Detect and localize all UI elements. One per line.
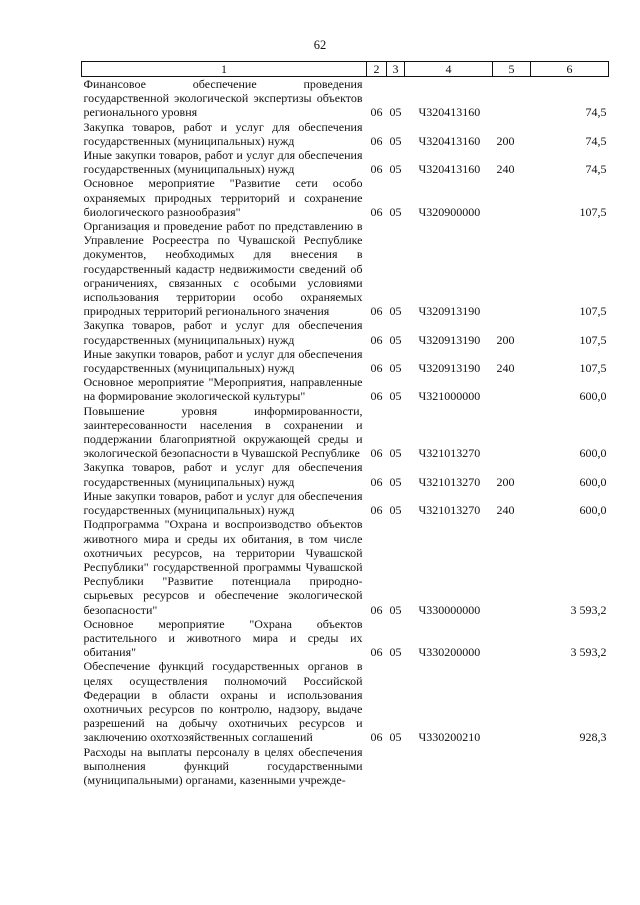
row-name: Основное мероприятие "Развитие сети особо охраняемых природных территорий и сохранение биологического разнообразия": [83, 176, 363, 219]
row-subsection: 05: [389, 474, 402, 489]
row-subsection: 05: [389, 105, 402, 120]
row-name: Основное мероприятие "Охрана объектов растительного и животного мира и среды их обитания": [83, 616, 363, 660]
row-expense-type: [493, 617, 531, 660]
header-col-section: 2: [367, 62, 387, 77]
row-amount: 600,0: [579, 389, 607, 404]
table-row: [82, 659, 609, 744]
row-expense-type: [493, 404, 531, 461]
row-name: Закупка товаров, работ и услуг для обеспечения государственных (муниципальных) нужд: [83, 460, 363, 489]
row-target-code: [405, 745, 493, 788]
row-target-code: Ч320900000: [418, 204, 481, 219]
row-target-code: Ч320913190: [418, 361, 481, 376]
row-name: Обеспечение функций государственных органов в целях осуществления полномочий Российской Федерации в области охраны и использования охотничьих ресурсов по контролю, надзору, выдаче разрешений на добычу охотничьих ресурсов и заключению охотхозяйственных соглашений: [83, 659, 363, 745]
row-section: 06: [370, 361, 383, 376]
header-col-expense-type: 5: [493, 62, 531, 77]
row-target-code: Ч321013270: [418, 446, 481, 461]
row-target-code: Ч321000000: [418, 389, 481, 404]
row-section: 06: [370, 730, 383, 745]
row-expense-type: [493, 77, 531, 120]
table-row: [82, 404, 609, 461]
row-subsection: 05: [389, 204, 402, 219]
row-name: Повышение уровня информированности, заинтересованности населения в сохранении и поддержании благоприятной окружающей среды и экологической безопасности в Чувашской Республике: [83, 403, 363, 461]
row-subsection: 05: [389, 304, 402, 319]
row-name: Финансовое обеспечение проведения государственной экологической экспертизы объектов регионального уровня: [83, 77, 363, 120]
row-target-code: Ч320913190: [418, 332, 481, 347]
row-section: 06: [370, 304, 383, 319]
row-section: 06: [370, 162, 383, 177]
row-expense-type: 200: [496, 332, 515, 347]
row-section: 06: [370, 602, 383, 617]
row-section: 06: [370, 389, 383, 404]
row-expense-type: [493, 219, 531, 318]
row-subsection: 05: [389, 446, 402, 461]
row-expense-type: [493, 745, 531, 788]
row-expense-type: [493, 517, 531, 616]
table-row: [82, 745, 609, 788]
row-amount: 107,5: [579, 304, 607, 319]
row-target-code: Ч321013270: [418, 503, 481, 518]
row-name: Закупка товаров, работ и услуг для обеспечения государственных (муниципальных) нужд: [83, 318, 363, 347]
row-subsection: [387, 745, 405, 788]
row-expense-type: 240: [496, 162, 515, 177]
row-amount: 74,5: [585, 105, 607, 120]
table-row: [82, 489, 609, 517]
row-subsection: 05: [389, 645, 402, 660]
row-amount: 600,0: [579, 446, 607, 461]
table-row: [82, 219, 609, 318]
table-row: [82, 517, 609, 616]
row-amount: [531, 745, 609, 788]
header-col-name: 1: [82, 62, 367, 77]
row-target-code: Ч321013270: [418, 474, 481, 489]
row-target-code: Ч330200210: [418, 730, 481, 745]
header-row: [82, 62, 609, 77]
budget-table: [81, 61, 609, 787]
row-subsection: 05: [389, 602, 402, 617]
table-row: [82, 347, 609, 375]
header-col-amount: 6: [531, 62, 609, 77]
header-col-subsection: 3: [387, 62, 405, 77]
row-expense-type: 200: [496, 474, 515, 489]
row-amount: 107,5: [579, 204, 607, 219]
row-name: Иные закупки товаров, работ и услуг для обеспечения государственных (муниципальных) нужд: [83, 148, 363, 177]
row-target-code: Ч320413160: [418, 105, 481, 120]
row-section: 06: [370, 645, 383, 660]
row-subsection: 05: [389, 730, 402, 745]
table-row: [82, 148, 609, 176]
table-row: [82, 318, 609, 346]
row-name: Иные закупки товаров, работ и услуг для обеспечения государственных (муниципальных) нужд: [83, 346, 363, 376]
row-subsection: 05: [389, 503, 402, 518]
row-name: Иные закупки товаров, работ и услуг для обеспечения государственных (муниципальных) нужд: [83, 488, 363, 518]
row-amount: 107,5: [579, 332, 607, 347]
row-section: 06: [370, 204, 383, 219]
row-name: Закупка товаров, работ и услуг для обеспечения государственных (муниципальных) нужд: [83, 119, 363, 148]
row-name: Основное мероприятие "Мероприятия, направленные на формирование экологической культуры": [83, 375, 363, 404]
row-section: 06: [370, 446, 383, 461]
row-expense-type: [493, 176, 531, 219]
row-amount: 74,5: [585, 133, 607, 148]
row-subsection: 05: [389, 389, 402, 404]
row-target-code: Ч320413160: [418, 133, 481, 148]
row-subsection: 05: [389, 162, 402, 177]
row-expense-type: 240: [496, 503, 515, 518]
row-amount: 600,0: [579, 474, 607, 489]
row-name: Расходы на выплаты персоналу в целях обеспечения выполнения функций государственными (муниципальными) органами, казенными учрежде-: [83, 744, 363, 787]
page-number: 62: [313, 38, 327, 52]
row-amount: 74,5: [585, 162, 607, 177]
row-amount: 107,5: [579, 361, 607, 376]
row-subsection: 05: [389, 332, 402, 347]
row-expense-type: [493, 375, 531, 403]
row-amount: 3 593,2: [570, 645, 607, 660]
row-name: Организация и проведение работ по представлению в Управление Росреестра по Чувашской Республике документов, необходимых для внесения в государственный кадастр недвижимости сведений об ограничениях, связанных с особыми условиями использования территории особо охраняемых природных территорий регионального значения: [83, 219, 363, 319]
row-amount: 600,0: [579, 503, 607, 518]
table-row: [82, 77, 609, 120]
row-amount: 928,3: [579, 730, 607, 745]
row-name: Подпрограмма "Охрана и воспроизводство объектов животного мира и среды их обитания, в том числе охотничьих ресурсов, на территории Чувашской Республики" государственной программы Чувашской Республики "Развитие потенциала природно-сырьевых ресурсов и обеспечение экологической безопасности": [83, 517, 363, 617]
row-section: 06: [370, 332, 383, 347]
table-row: [82, 617, 609, 660]
row-subsection: 05: [389, 133, 402, 148]
row-subsection: 05: [389, 361, 402, 376]
table-row: [82, 120, 609, 148]
row-amount: 3 593,2: [570, 602, 607, 617]
row-expense-type: 240: [496, 361, 515, 376]
row-target-code: Ч320913190: [418, 304, 481, 319]
row-section: [367, 745, 387, 788]
row-expense-type: [493, 659, 531, 744]
header-col-target-code: 4: [405, 62, 493, 77]
table-row: [82, 176, 609, 219]
row-target-code: Ч330200000: [418, 645, 481, 660]
table-row: [82, 375, 609, 403]
row-target-code: Ч330000000: [418, 602, 481, 617]
row-expense-type: 200: [496, 133, 515, 148]
row-section: 06: [370, 105, 383, 120]
row-section: 06: [370, 503, 383, 518]
row-section: 06: [370, 133, 383, 148]
row-target-code: Ч320413160: [418, 162, 481, 177]
table-row: [82, 460, 609, 488]
row-section: 06: [370, 474, 383, 489]
